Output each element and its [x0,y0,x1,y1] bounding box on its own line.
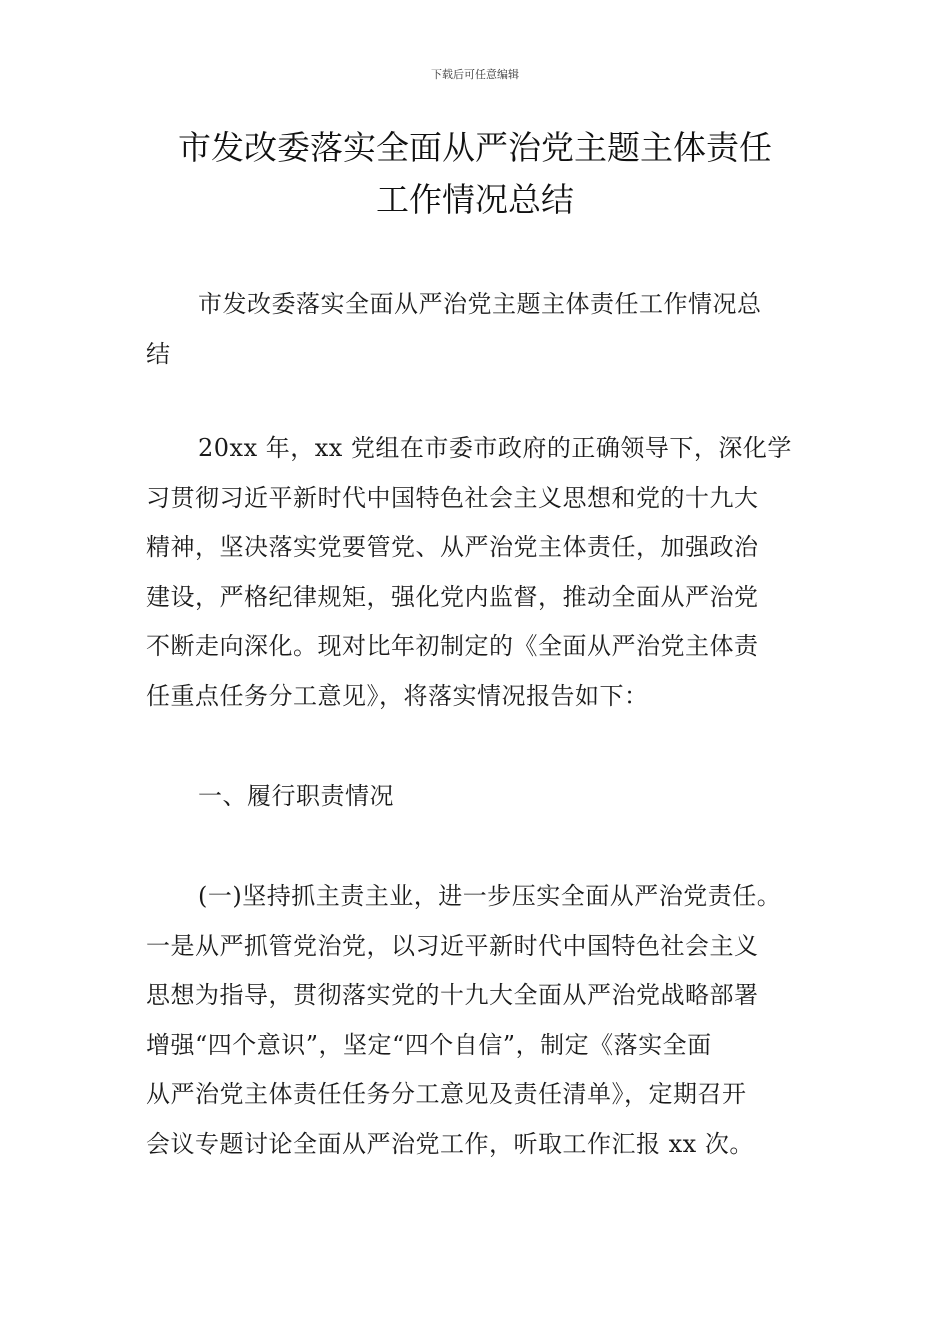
title-line-1: 市发改委落实全面从严治党主题主体责任 [178,128,772,167]
paragraph-line: 20xx 年，xx 党组在市委市政府的正确领导下，深化学 [198,434,792,462]
paragraph-intro [146,424,826,722]
paragraph-section-1 [146,872,826,1170]
paragraph-line: 增强“四个意识”，坚定“四个自信”，制定《落实全面 [146,1030,712,1059]
paragraph-line: 会议专题讨论全面从严治党工作，听取工作汇报 xx 次。 [146,1129,754,1158]
title-line-2: 工作情况总结 [376,180,574,219]
paragraph-line: 市发改委落实全面从严治党主题主体责任工作情况总 [198,290,762,318]
paragraph-line: (一)坚持抓主责主业，进一步压实全面从严治党责任。 [198,882,782,910]
paragraph-line: 一是从严抓管党治党，以习近平新时代中国特色社会主义 [146,931,759,960]
section-heading [146,772,826,822]
section-heading-text: 一、履行职责情况 [198,782,394,810]
paragraph-subtitle [146,280,826,379]
paragraph-line: 从严治党主体责任任务分工意见及责任清单》，定期召开 [146,1080,747,1109]
paragraph-line: 任重点任务分工意见》，将落实情况报告如下： [146,681,649,710]
paragraph-line: 建设，严格纪律规矩，强化党内监督，推动全面从严治党 [146,582,759,611]
paragraph-line: 结 [146,339,171,368]
header-note: 下载后可任意编辑 [431,68,519,81]
document-title [100,122,850,226]
paragraph-line: 不断走向深化。现对比年初制定的《全面从严治党主体责 [146,632,759,661]
paragraph-line: 精神，坚决落实党要管党、从严治党主体责任，加强政治 [146,533,759,562]
paragraph-line: 习贯彻习近平新时代中国特色社会主义思想和党的十九大 [146,483,759,512]
paragraph-line: 思想为指导，贯彻落实党的十九大全面从严治党战略部署 [146,981,759,1010]
